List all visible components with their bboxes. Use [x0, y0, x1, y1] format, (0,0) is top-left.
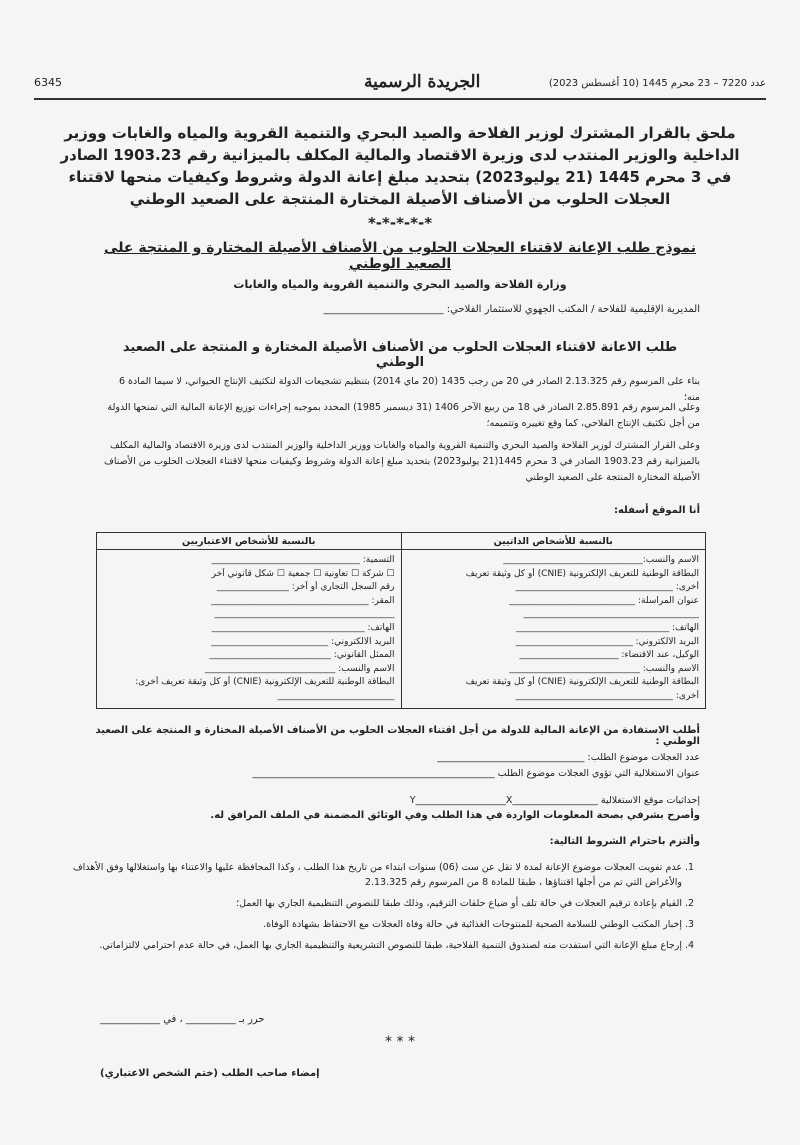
natural-line: الهاتف: __________________________________	[516, 622, 699, 633]
legal-person-section	[97, 550, 402, 709]
farm-address-field: عنوان الاستغلالية التي تؤوي العجلات موضوع الطلب ___________________________________________________	[252, 768, 700, 779]
directorate-field: المديرية الإقليمية للفلاحة / المكتب الجهوي للاستثمار الفلاحي: ________________________	[323, 304, 700, 315]
natural-line: البطاقة الوطنية للتعريف الإلكترونية (CNIE) أو كل وثيقة تعريف	[465, 568, 699, 579]
preamble-2: وعلى المرسوم رقم 2.85.891 الصادر في 18 من ربيع الآخر 1406 (31 ديسمبر 1985) المحدد بموجبه إجراءات توزيع الإعانة المالية التي تمنحها الدولة من أجل تكثيف الإنتاج الفلاحي، كما وقع تغييره وتتميمه؛	[107, 402, 700, 429]
natural-line: البطاقة الوطنية للتعريف الإلكترونية (CNIE) أو كل وثيقة تعريف	[465, 677, 699, 688]
applicant-table	[96, 532, 706, 709]
signature-label: إمضاء صاحب الطلب (ختم الشخص الاعتباري)	[100, 1068, 320, 1079]
obligation-item: 1. عدم تفويت العجلات موضوع الإعانة لمدة لا تقل عن ست (06) سنوات ابتداء من تاريخ هذا الطلب ، وكذا المحافظة عليها والاعتناء بها واستغلالها وفق الأهداف والأغراض التي تم من أجلها اقتناؤها ، طبقا للمادة 8 من المرسوم رقم 2.13.325	[67, 860, 682, 890]
model-title: نموذج طلب الإعانة لاقتناء العجلات الحلوب من الأصناف الأصيلة المختارة و المنتجة على الصعيد الوطني	[104, 240, 696, 272]
legal-line: الممثل القانوني: ___________________________	[209, 650, 395, 661]
legal-line: رقم السجل التجاري أو آخر: ________________	[216, 582, 395, 593]
legal-form-checkboxes: ☐ شركة ☐ تعاونية ☐ جمعية ☐ شكل قانوني آخر	[211, 568, 395, 579]
legal-line: الهاتف: __________________________________	[211, 622, 395, 633]
natural-line: الاسم والنسب:_______________________________	[503, 555, 699, 565]
ministry-name: وزارة الفلاحة والصيد البحري والتنمية القروية والمياه والغابات	[233, 278, 567, 291]
farm-coordinates-field: إحداثيات موقع الاستغلالية __________________Y___________________X	[409, 795, 700, 806]
legal-header: بالنسبة للأشخاص الاعتباريين	[97, 533, 402, 550]
gazette-title: الجريدة الرسمية	[364, 72, 481, 92]
legal-line: __________________________	[277, 690, 395, 701]
issue-info: عدد 7220 – 23 محرم 1445 (10 أغسطس 2023)	[548, 78, 766, 89]
preamble-1: بناء على المرسوم رقم 2.13.325 الصادر في 20 من رجب 1435 (20 ماي 2014) بتنظيم تشجيعات الدولة لتكثيف الإنتاج الحيواني، لا سيما المادة 6 منه؛	[118, 376, 700, 403]
natural-line: الاسم والنسب: _____________________________	[509, 663, 699, 674]
legal-line: التسمية: _________________________________	[211, 555, 395, 565]
gazette-header	[34, 72, 766, 94]
natural-line: البريد الالكتروني: __________________________	[515, 636, 699, 647]
obligation-item: 4. إرجاع مبلغ الإعانة التي استفدت منه لصندوق التنمية الفلاحية، طبقا للنصوص التشريعية والتنظيمية الجاري بها العمل، في حالة عدم احترامي لالتزاماتي.	[67, 938, 682, 953]
natural-line: الوكيل، عند الاقتضاء: ______________________	[519, 650, 699, 661]
commitment-label: وألتزم باحترام الشروط التالية:	[549, 836, 700, 847]
signed-label: أنا الموقع أسفله:	[613, 505, 700, 516]
page-number: 6345	[34, 76, 62, 89]
honor-declaration: وأصرح بشرفي بصحة المعلومات الواردة في هذا الطلب وفي الوثائق المضمنة في الملف المرافق له.	[210, 810, 700, 821]
legal-line: ________________________________________	[214, 609, 395, 620]
natural-person-section	[401, 550, 706, 709]
annex-title: ملحق بالقرار المشترك لوزير الفلاحة والصيد البحري والتنمية القروية والمياه والغابات ووزير الداخلية والوزير المنتدب لدى وزيرة الاقتصاد والمالية المكلف بالميزانية رقم 1903.23 الصادر في 3 محرم 1445 (21 يوليو2023) بتحديد مبلغ إعانة الدولة وشروط وكيفيات منحها لاقتناء العجلات الحلوب من الأصناف الأصيلة المختارة المنتجة على الصعيد الوطني	[60, 124, 740, 208]
obligations-list	[67, 860, 700, 959]
legal-line: البطاقة الوطنية للتعريف الإلكترونية (CNIE) أو كل وثيقة تعريف أخرى:	[135, 677, 395, 688]
preamble-3: وعلى القرار المشترك لوزير الفلاحة والصيد البحري والتنمية القروية والمياه والغابات ووزير الداخلية والوزير المنتدب لدى وزيرة الاقتصاد والمالية المكلف بالميزانية رقم 1903.23 الصادر في 3 محرم 1445(21 يوليو2023) بتحديد مبلغ إعانة الدولة وشروط وكيفيات منحها لاقتناء العجلات الحلوب من الأصناف الأصيلة المختارة المنتجة على الصعيد الوطني	[103, 440, 700, 483]
obligation-item: 3. إخبار المكتب الوطني للسلامة الصحية للمنتوجات الغذائية في حالة وفاة العجلات مع الاحتفاظ بشهادة الوفاة.	[67, 917, 682, 932]
legal-line: البريد الالكتروني: __________________________	[211, 636, 395, 647]
separator: *-*-*-*-*	[367, 214, 433, 232]
request-statement: أطلب الاستفادة من الإعانة المالية للدولة من أجل اقتناء العجلات الحلوب من الأصناف الأصيلة المختارة و المنتجة على الصعيد الوطني :	[95, 725, 700, 747]
natural-line: أخرى: ___________________________________	[515, 690, 699, 701]
end-stars: * * *	[385, 1034, 415, 1050]
natural-header: بالنسبة للأشخاص الذاتيين	[401, 533, 706, 550]
natural-line: أخرى: ___________________________________	[515, 582, 699, 593]
place-date-line: حرر بـ __________ ، في ____________	[100, 1014, 265, 1025]
form-title: طلب الاعانة لاقتناء العجلات الحلوب من الأصناف الأصيلة المختارة و المنتجة على الصعيد الوطني	[122, 340, 678, 370]
obligation-item: 2. القيام بإعادة ترقيم العجلات في حالة تلف أو ضياع حلقات الترقيم، وذلك طبقا للنصوص التنظيمية الجاري بها العمل؛	[67, 896, 682, 911]
heifer-count-field: عدد العجلات موضوع الطلب: _______________________________	[437, 752, 700, 763]
legal-line: الاسم والنسب: _____________________________	[204, 663, 395, 674]
legal-line: المقر: ___________________________________	[211, 595, 395, 606]
natural-line: عنوان المراسلة: ____________________________	[509, 595, 699, 606]
natural-line: _______________________________________	[523, 609, 699, 620]
header-rule	[34, 98, 766, 100]
